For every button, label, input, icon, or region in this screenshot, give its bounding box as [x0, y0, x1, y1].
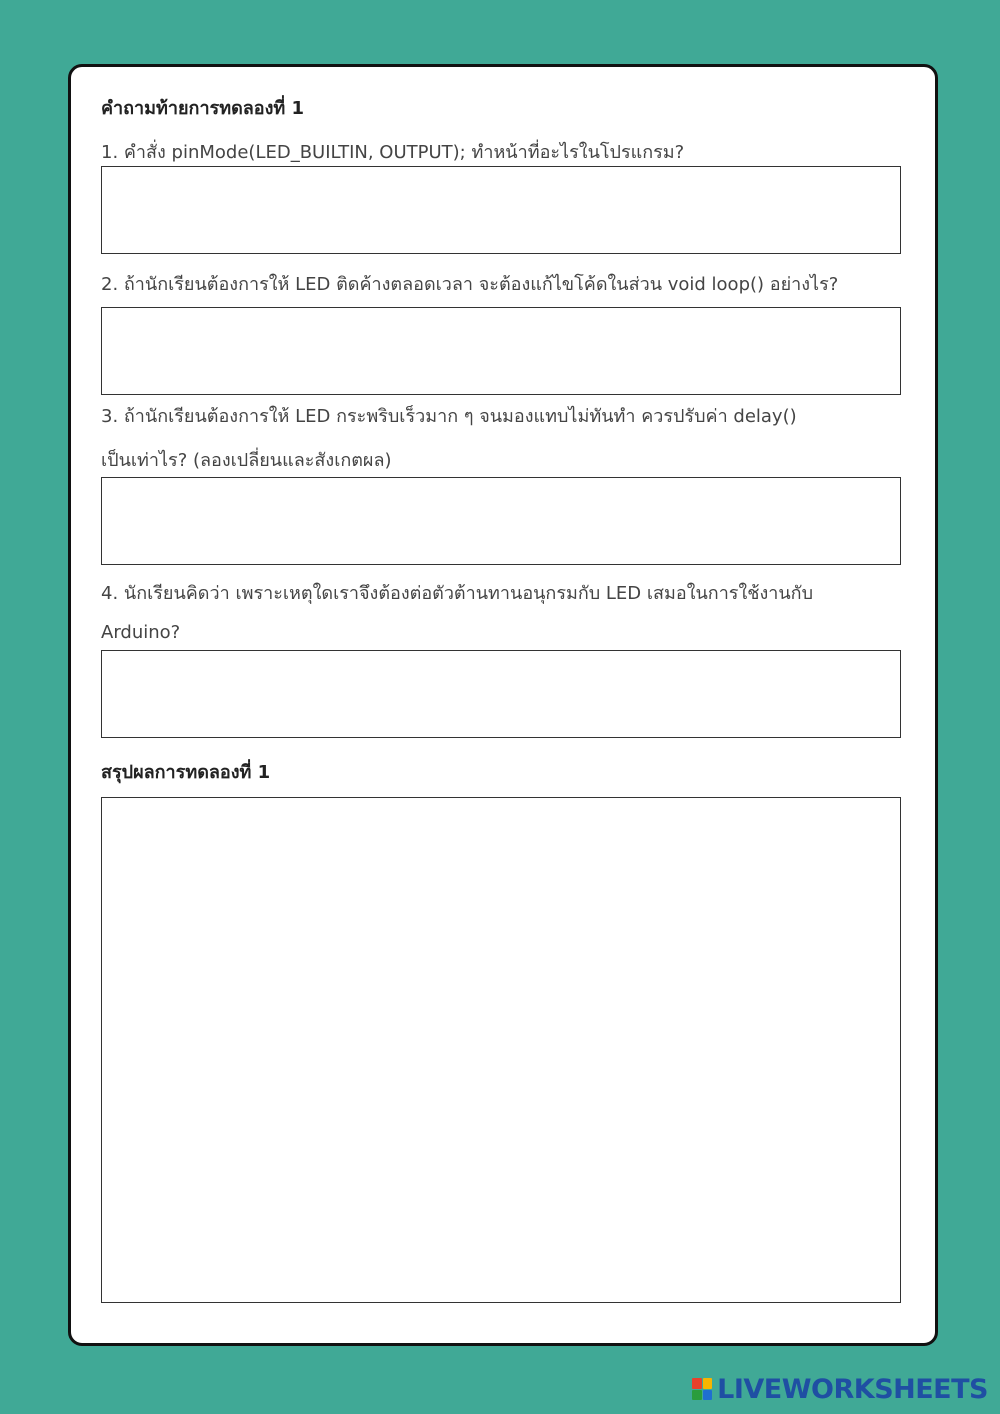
question-2-text: 2. ถ้านักเรียนต้องการให้ LED ติดค้างตลอดเวลา จะต้องแก้ไขโค้ดในส่วน void loop() อย่างไร? — [101, 274, 839, 295]
summary-answer-box[interactable] — [101, 797, 901, 1303]
question-4-text-line-2: Arduino? — [101, 622, 181, 643]
question-1-text: 1. คำสั่ง pinMode(LED_BUILTIN, OUTPUT); ทำหน้าที่อะไรในโปรแกรม? — [101, 142, 685, 163]
answer-box-3[interactable] — [101, 477, 901, 565]
brand-text: LIVEWORKSHEETS — [717, 1373, 988, 1405]
question-4-text-line-1: 4. นักเรียนคิดว่า เพราะเหตุใดเราจึงต้องต่อตัวต้านทานอนุกรมกับ LED เสมอในการใช้งานกับ — [101, 583, 814, 604]
answer-box-4[interactable] — [101, 650, 901, 738]
question-3-text-line-2: เป็นเท่าไร? (ลองเปลี่ยนและสังเกตผล) — [101, 450, 392, 471]
liveworksheets-logo-icon — [692, 1378, 712, 1400]
questions-heading: คำถามท้ายการทดลองที่ 1 — [101, 98, 305, 119]
worksheet-card — [68, 64, 938, 1346]
question-3-text-line-1: 3. ถ้านักเรียนต้องการให้ LED กระพริบเร็วมาก ๆ จนมองแทบไม่ทันทำ ควรปรับค่า delay() — [101, 406, 797, 427]
answer-box-1[interactable] — [101, 166, 901, 254]
summary-heading: สรุปผลการทดลองที่ 1 — [101, 762, 271, 783]
answer-box-2[interactable] — [101, 307, 901, 395]
liveworksheets-brand — [692, 1372, 988, 1406]
